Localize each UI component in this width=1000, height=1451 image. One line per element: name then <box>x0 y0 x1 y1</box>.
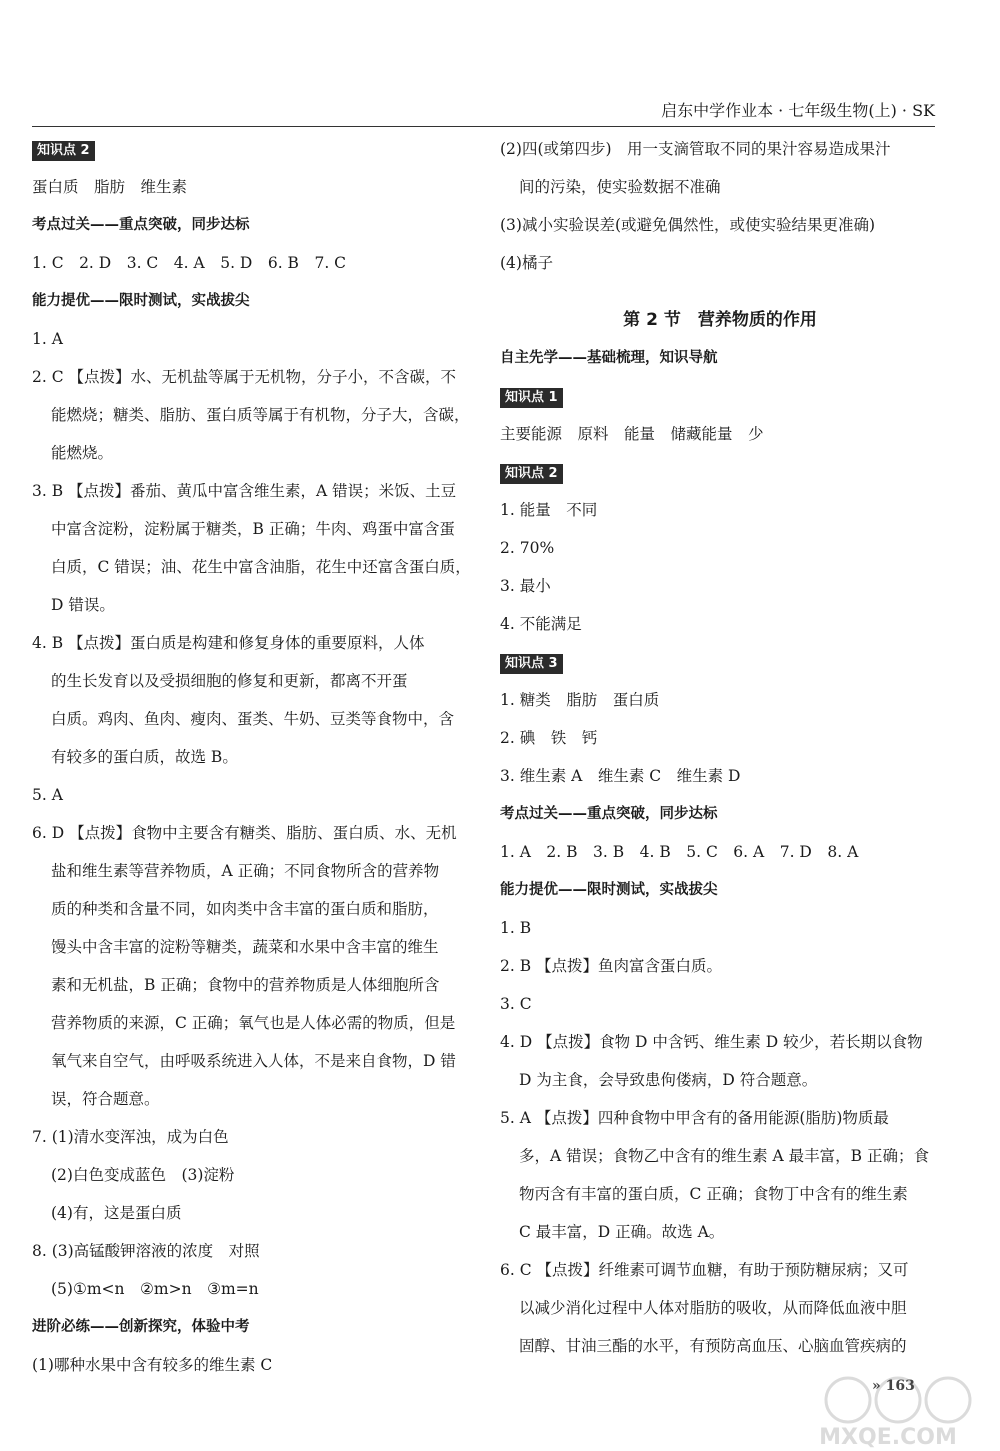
answer-3: 3. C <box>500 995 532 1013</box>
running-header <box>32 100 935 127</box>
kp1-tag-row <box>500 377 940 415</box>
answer-line: 固醇、甘油三酯的水平，有预防高血压、心脑血管疾病的 <box>519 1337 907 1355</box>
answer-line: D 错误。 <box>51 596 115 614</box>
answer-line: (4)有，这是蛋白质 <box>51 1204 182 1222</box>
answer-line: 白质。鸡肉、鱼肉、瘦肉、蛋类、牛奶、豆类等食物中，含 <box>51 710 455 728</box>
answer-line: D 为主食，会导致患佝偻病，D 符合题意。 <box>519 1071 818 1089</box>
knowledge-point-tag: 知识点 3 <box>500 654 563 674</box>
answer-7 <box>32 1118 472 1232</box>
knowledge-point-tag: 知识点 2 <box>32 141 95 161</box>
answer-line: 4. D 【点拨】食物 D 中含钙、维生素 D 较少，若长期以食物 <box>500 1033 923 1051</box>
answer-line: 能燃烧。 <box>51 444 114 462</box>
section-title: 第 2 节 营养物质的作用 <box>623 310 817 330</box>
page-number: » 163 <box>872 1378 915 1394</box>
svg-text:MXQE.COM: MXQE.COM <box>819 1425 957 1450</box>
answer-line: 馒头中含丰富的淀粉等糖类，蔬菜和水果中含丰富的维生 <box>51 938 439 956</box>
kp2-item: 1. 能量 不同 <box>500 501 598 519</box>
answer-2 <box>32 358 472 472</box>
heading-nengli: 能力提优——限时测试，实战拔尖 <box>32 293 250 309</box>
answer-line: 营养物质的来源，C 正确；氧气也是人体必需的物质，但是 <box>51 1014 456 1032</box>
answer-line: 6. D 【点拨】食物中主要含有糖类、脂肪、蛋白质、水、无机 <box>32 824 457 842</box>
answer-6 <box>32 814 472 1118</box>
kp2-item: 4. 不能满足 <box>500 615 582 633</box>
answer-line: 多，A 错误；食物乙中含有的维生素 A 最丰富，B 正确；食 <box>519 1147 929 1165</box>
answer-1: 1. B <box>500 919 532 937</box>
answer-line: 的生长发育以及受损细胞的修复和更新，都离不开蛋 <box>51 672 408 690</box>
answer-line: 氧气来自空气，由呼吸系统进入人体，不是来自食物，D 错 <box>51 1052 456 1070</box>
heading-nengli: 能力提优——限时测试，实战拔尖 <box>500 882 718 898</box>
answer-line: 有较多的蛋白质，故选 B。 <box>51 748 238 766</box>
heading-kaodian: 考点过关——重点突破，同步达标 <box>32 217 250 233</box>
answer-5: 5. A <box>32 786 63 804</box>
knowledge-point-tag: 知识点 2 <box>500 464 563 484</box>
answer-6 <box>500 1251 940 1365</box>
kp2-item: 3. 最小 <box>500 577 551 595</box>
kp2-tag-row <box>32 130 472 168</box>
kaodian-answers: 1. A 2. B 3. B 4. B 5. C 6. A 7. D 8. A <box>500 843 859 861</box>
answer-line: 能燃烧；糖类、脂肪、蛋白质等属于有机物，分子大，含碳， <box>51 406 470 424</box>
answer-line: 误，符合题意。 <box>51 1090 160 1108</box>
kp3-item: 1. 糖类 脂肪 蛋白质 <box>500 691 660 709</box>
answer-line: (2)四(或第四步) 用一支滴管取不同的果汁容易造成果汁 <box>500 140 891 158</box>
kaodian-answers: 1. C 2. D 3. C 4. A 5. D 6. B 7. C <box>32 254 347 272</box>
answer-line: (2)白色变成蓝色 (3)淀粉 <box>51 1166 235 1184</box>
answer-1: 1. A <box>32 330 63 348</box>
answer-line: (3)减小实验误差(或避免偶然性，或使实验结果更准确) <box>500 216 876 234</box>
kp3-item: 3. 维生素 A 维生素 C 维生素 D <box>500 767 741 785</box>
answer-line: 间的污染，使实验数据不准确 <box>519 178 721 196</box>
kp2-answer: 蛋白质 脂肪 维生素 <box>32 178 188 196</box>
answer-line: 4. B 【点拨】蛋白质是构建和修复身体的重要原料，人体 <box>32 634 425 652</box>
answer-line: 中富含淀粉，淀粉属于糖类，B 正确；牛肉、鸡蛋中富含蛋 <box>51 520 455 538</box>
answer-4 <box>32 624 472 776</box>
answer-3 <box>32 472 472 624</box>
answer-line: 盐和维生素等营养物质，A 正确；不同食物所含的营养物 <box>51 862 440 880</box>
knowledge-point-tag: 知识点 1 <box>500 388 563 408</box>
answer-line: 6. C 【点拨】纤维素可调节血糖，有助于预防糖尿病；又可 <box>500 1261 909 1279</box>
answer-line: 5. A 【点拨】四种食物中甲含有的备用能源(脂肪)物质最 <box>500 1109 889 1127</box>
answer-line: 白质，C 错误；油、花生中富含油脂，花生中还富含蛋白质， <box>51 558 471 576</box>
kp2-item: 2. 70% <box>500 539 555 557</box>
answer-line: 物丙含有丰富的蛋白质，C 正确；食物丁中含有的维生素 <box>519 1185 908 1203</box>
answer-line: 3. B 【点拨】番茄、黄瓜中富含维生素，A 错误；米饭、土豆 <box>32 482 457 500</box>
page-number-value: 163 <box>885 1378 915 1394</box>
jinjie-continued <box>500 130 940 282</box>
answer-line: C 最丰富，D 正确。故选 A。 <box>519 1223 725 1241</box>
answer-2: 2. B 【点拨】鱼肉富含蛋白质。 <box>500 957 723 975</box>
answer-8 <box>32 1232 472 1308</box>
jinjie-answer-1: (1)哪种水果中含有较多的维生素 C <box>32 1356 273 1374</box>
answer-line: 2. C 【点拨】水、无机盐等属于无机物，分子小，不含碳，不 <box>32 368 457 386</box>
kp1-answer: 主要能源 原料 能量 储藏能量 少 <box>500 425 764 443</box>
answer-4 <box>500 1023 940 1099</box>
answer-line: 以减少消化过程中人体对脂肪的吸收，从而降低血液中胆 <box>519 1299 907 1317</box>
answer-5 <box>500 1099 940 1251</box>
kp3-tag-row <box>500 643 940 681</box>
answer-line: (4)橘子 <box>500 254 553 272</box>
header-title: 启东中学作业本 · 七年级生物(上) · SK <box>661 101 935 120</box>
heading-zizhu: 自主先学——基础梳理，知识导航 <box>500 350 718 366</box>
heading-kaodian: 考点过关——重点突破，同步达标 <box>500 806 718 822</box>
answer-line: 8. (3)高锰酸钾溶液的浓度 对照 <box>32 1242 260 1260</box>
answer-line: (5)①m<n ②m>n ③m=n <box>51 1280 259 1298</box>
answer-line: 质的种类和含量不同，如肉类中含丰富的蛋白质和脂肪， <box>51 900 439 918</box>
left-column <box>32 130 472 1384</box>
heading-jinjie: 进阶必练——创新探究，体验中考 <box>32 1319 250 1335</box>
kp3-item: 2. 碘 铁 钙 <box>500 729 598 747</box>
kp2-tag-row <box>500 453 940 491</box>
right-column <box>500 130 940 1365</box>
answer-line: 7. (1)清水变浑浊，成为白色 <box>32 1128 229 1146</box>
answer-line: 素和无机盐，B 正确；食物中的营养物质是人体细胞所含 <box>51 976 440 994</box>
